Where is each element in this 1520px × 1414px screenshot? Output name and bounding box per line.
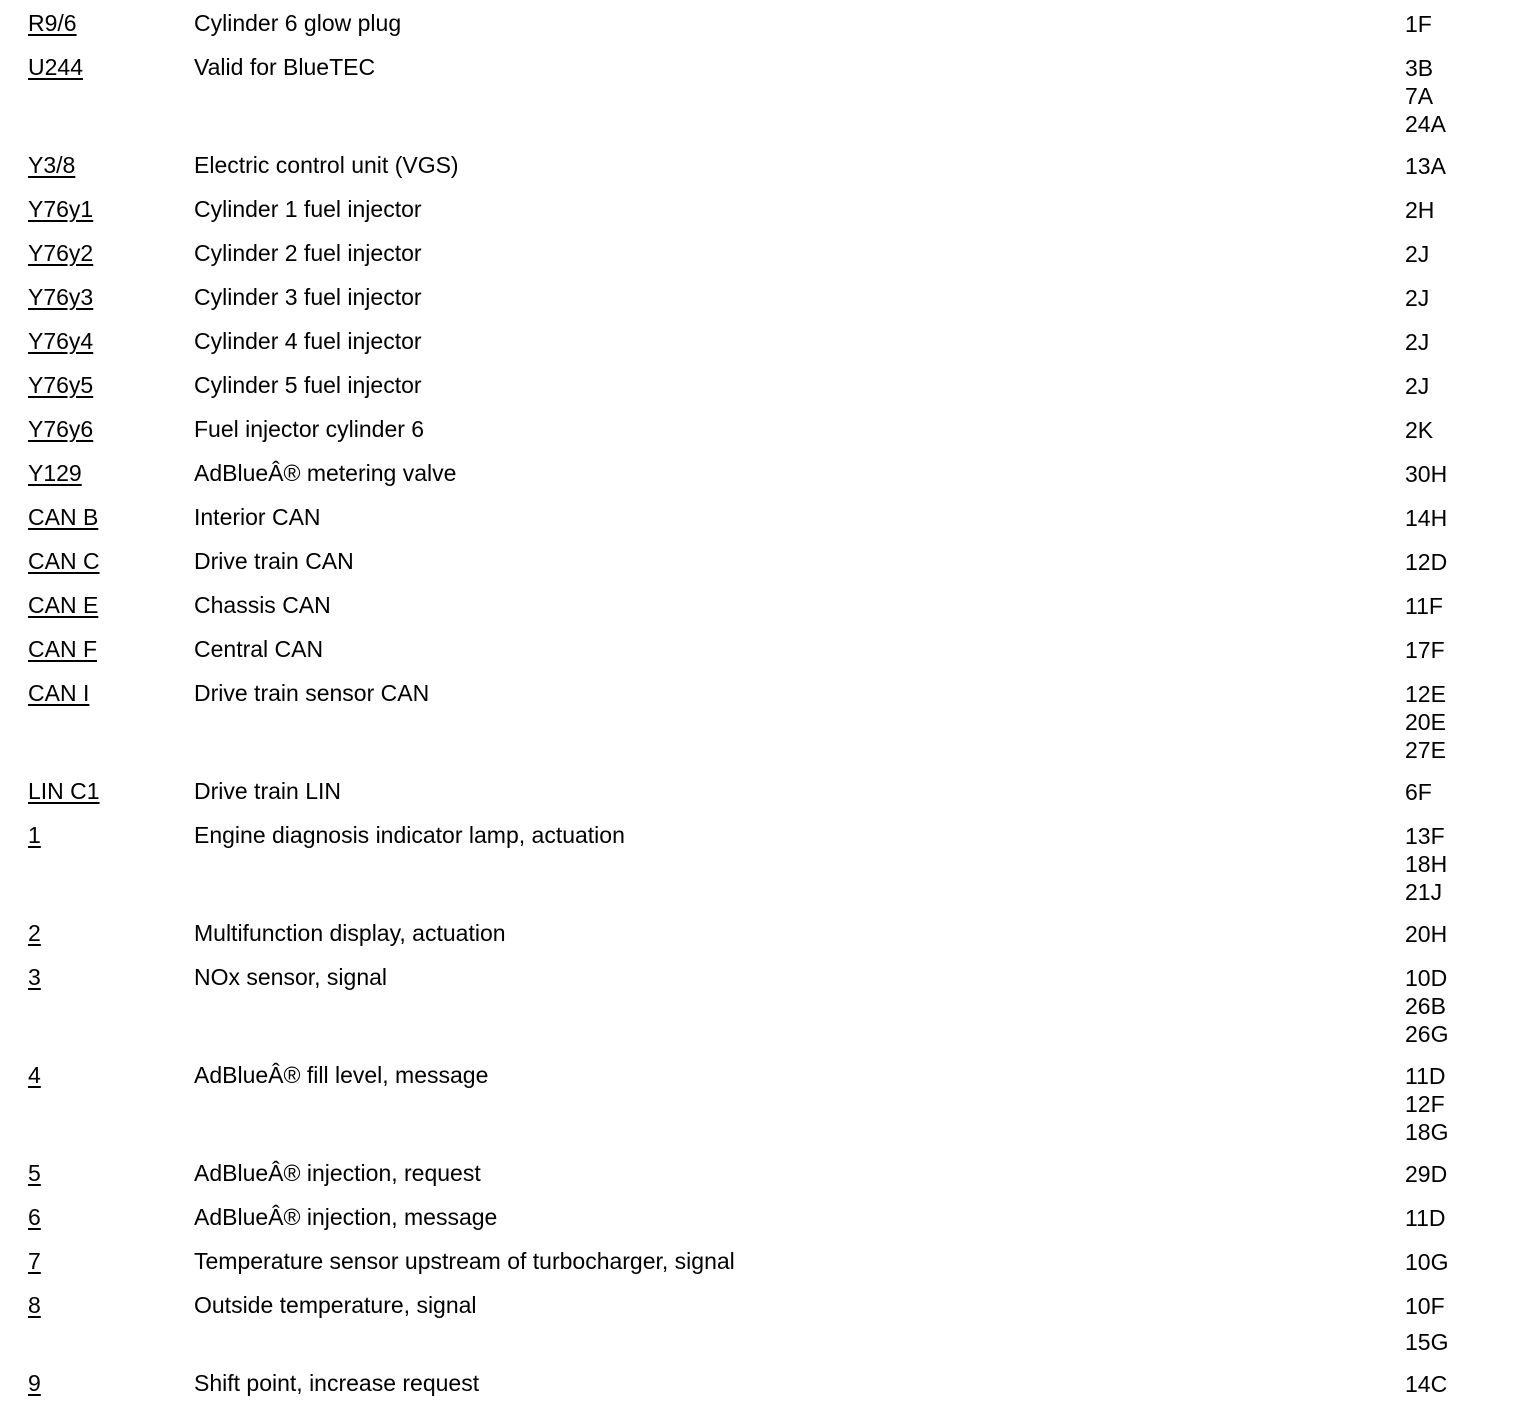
grid-reference-list	[1405, 548, 1447, 576]
component-code-link[interactable]: Y129	[28, 460, 82, 486]
grid-reference-list	[1405, 822, 1447, 906]
grid-reference-list	[1405, 1292, 1448, 1356]
legend-row	[0, 284, 1520, 312]
grid-reference: 13A	[1405, 153, 1446, 179]
component-code-link[interactable]: 9	[28, 1370, 41, 1396]
grid-reference: 2J	[1405, 329, 1430, 355]
grid-reference-list	[1405, 328, 1429, 356]
component-description: Cylinder 6 glow plug	[194, 10, 402, 36]
grid-reference-list	[1405, 284, 1429, 312]
legend-row	[0, 920, 1520, 948]
legend-row	[0, 152, 1520, 180]
legend-row	[0, 1292, 1520, 1356]
grid-reference: 27E	[1405, 737, 1446, 763]
grid-reference: 29D	[1405, 1161, 1448, 1187]
component-code-link[interactable]: 8	[28, 1292, 41, 1318]
grid-reference-list	[1405, 504, 1447, 532]
grid-reference: 15G	[1405, 1329, 1449, 1355]
grid-reference: 2J	[1405, 373, 1430, 399]
grid-reference-list	[1405, 196, 1434, 224]
component-code-link[interactable]: CAN B	[28, 504, 99, 530]
grid-reference: 3B	[1405, 55, 1434, 81]
grid-reference: 12E	[1405, 681, 1446, 707]
legend-row	[0, 1160, 1520, 1188]
grid-reference: 2H	[1405, 197, 1435, 223]
component-description: AdBlueÂ® injection, request	[194, 1160, 481, 1186]
grid-reference-list	[1405, 1370, 1447, 1398]
grid-reference-list	[1405, 54, 1446, 138]
grid-reference: 2J	[1405, 285, 1430, 311]
component-code-link[interactable]: CAN I	[28, 680, 90, 706]
grid-reference: 26B	[1405, 993, 1446, 1019]
grid-reference: 14C	[1405, 1371, 1448, 1397]
legend-row	[0, 240, 1520, 268]
grid-reference-list	[1405, 372, 1429, 400]
legend-row	[0, 416, 1520, 444]
grid-reference: 21J	[1405, 879, 1443, 905]
grid-reference-list	[1405, 680, 1446, 764]
grid-reference-list	[1405, 10, 1432, 38]
grid-reference: 10D	[1405, 965, 1448, 991]
component-code-link[interactable]: 3	[28, 964, 41, 990]
grid-reference: 12D	[1405, 549, 1448, 575]
component-code-link[interactable]: Y76y5	[28, 372, 94, 398]
grid-reference: 14H	[1405, 505, 1448, 531]
grid-reference: 1F	[1405, 11, 1432, 37]
grid-reference: 2K	[1405, 417, 1434, 443]
component-description: Shift point, increase request	[194, 1370, 480, 1396]
legend-row	[0, 504, 1520, 532]
component-code-link[interactable]: LIN C1	[28, 778, 100, 804]
grid-reference-list	[1405, 920, 1447, 948]
component-description: Drive train CAN	[194, 548, 354, 574]
component-code-link[interactable]: Y76y1	[28, 196, 94, 222]
component-code-link[interactable]: R9/6	[28, 10, 77, 36]
grid-reference-list	[1405, 240, 1429, 268]
grid-reference: 20E	[1405, 709, 1446, 735]
grid-reference: 6F	[1405, 779, 1432, 805]
component-description: Temperature sensor upstream of turbocharger, signal	[194, 1248, 735, 1274]
component-code-link[interactable]: Y76y3	[28, 284, 94, 310]
grid-reference: 13F	[1405, 823, 1445, 849]
legend-row	[0, 1370, 1520, 1398]
component-description: Drive train sensor CAN	[194, 680, 430, 706]
legend-row	[0, 1248, 1520, 1276]
grid-reference-list	[1405, 1160, 1447, 1188]
component-code-link[interactable]: CAN F	[28, 636, 97, 662]
legend-row	[0, 592, 1520, 620]
component-code-link[interactable]: 2	[28, 920, 41, 946]
grid-reference: 11D	[1405, 1063, 1446, 1089]
grid-reference: 24A	[1405, 111, 1446, 137]
component-description: Central CAN	[194, 636, 324, 662]
component-description: Cylinder 1 fuel injector	[194, 196, 422, 222]
legend-table	[0, 10, 1520, 1414]
component-code-link[interactable]: 1	[28, 822, 41, 848]
component-description: Outside temperature, signal	[194, 1292, 477, 1318]
legend-row	[0, 372, 1520, 400]
legend-row	[0, 196, 1520, 224]
grid-reference-list	[1405, 1062, 1448, 1146]
legend-row	[0, 680, 1520, 764]
legend-row	[0, 10, 1520, 38]
component-description: Valid for BlueTEC	[194, 54, 376, 80]
grid-reference: 11F	[1405, 593, 1443, 619]
grid-reference: 10F	[1405, 1293, 1445, 1319]
component-description: Electric control unit (VGS)	[194, 152, 459, 178]
component-code-link[interactable]: 6	[28, 1204, 41, 1230]
grid-reference: 2J	[1405, 241, 1430, 267]
component-description: Interior CAN	[194, 504, 321, 530]
component-description: Engine diagnosis indicator lamp, actuation	[194, 822, 625, 848]
grid-reference: 10G	[1405, 1249, 1449, 1275]
grid-reference: 12F	[1405, 1091, 1445, 1117]
legend-row	[0, 778, 1520, 806]
grid-reference-list	[1405, 964, 1448, 1048]
grid-reference-list	[1405, 592, 1443, 620]
legend-row	[0, 1062, 1520, 1146]
component-description: Cylinder 4 fuel injector	[194, 328, 422, 354]
component-description: Cylinder 2 fuel injector	[194, 240, 422, 266]
legend-row	[0, 54, 1520, 138]
component-description: Drive train LIN	[194, 778, 341, 804]
grid-reference: 30H	[1405, 461, 1448, 487]
grid-reference: 20H	[1405, 921, 1448, 947]
legend-row	[0, 328, 1520, 356]
component-code-link[interactable]: 7	[28, 1248, 41, 1274]
grid-reference: 26G	[1405, 1021, 1449, 1047]
grid-reference: 11D	[1405, 1205, 1446, 1231]
grid-reference-list	[1405, 460, 1447, 488]
component-description: Chassis CAN	[194, 592, 331, 618]
component-description: Cylinder 3 fuel injector	[194, 284, 422, 310]
component-code-link[interactable]: 5	[28, 1160, 41, 1186]
component-description: Fuel injector cylinder 6	[194, 416, 425, 442]
grid-reference: 18H	[1405, 851, 1448, 877]
legend-row	[0, 822, 1520, 906]
grid-reference-list	[1405, 1248, 1448, 1276]
legend-row	[0, 460, 1520, 488]
component-code-link[interactable]: Y76y4	[28, 328, 94, 354]
component-description: NOx sensor, signal	[194, 964, 388, 990]
component-code-link[interactable]: U244	[28, 54, 83, 80]
legend-row	[0, 1204, 1520, 1232]
grid-reference-list	[1405, 416, 1433, 444]
component-description: AdBlueÂ® metering valve	[194, 460, 457, 486]
grid-reference-list	[1405, 1204, 1446, 1232]
component-code-link[interactable]: Y3/8	[28, 152, 76, 178]
component-code-link[interactable]: CAN C	[28, 548, 100, 574]
component-code-link[interactable]: Y76y6	[28, 416, 94, 442]
grid-reference-list	[1405, 636, 1445, 664]
grid-reference-list	[1405, 152, 1446, 180]
component-description: Cylinder 5 fuel injector	[194, 372, 422, 398]
component-code-link[interactable]: CAN E	[28, 592, 99, 618]
component-code-link[interactable]: 4	[28, 1062, 41, 1088]
component-description: Multifunction display, actuation	[194, 920, 506, 946]
component-description: AdBlueÂ® injection, message	[194, 1204, 498, 1230]
grid-reference: 18G	[1405, 1119, 1449, 1145]
grid-reference: 17F	[1405, 637, 1445, 663]
grid-reference-list	[1405, 778, 1432, 806]
legend-row	[0, 548, 1520, 576]
component-description: AdBlueÂ® fill level, message	[194, 1062, 489, 1088]
grid-reference: 7A	[1405, 83, 1434, 109]
component-code-link[interactable]: Y76y2	[28, 240, 94, 266]
legend-row	[0, 964, 1520, 1048]
legend-row	[0, 636, 1520, 664]
